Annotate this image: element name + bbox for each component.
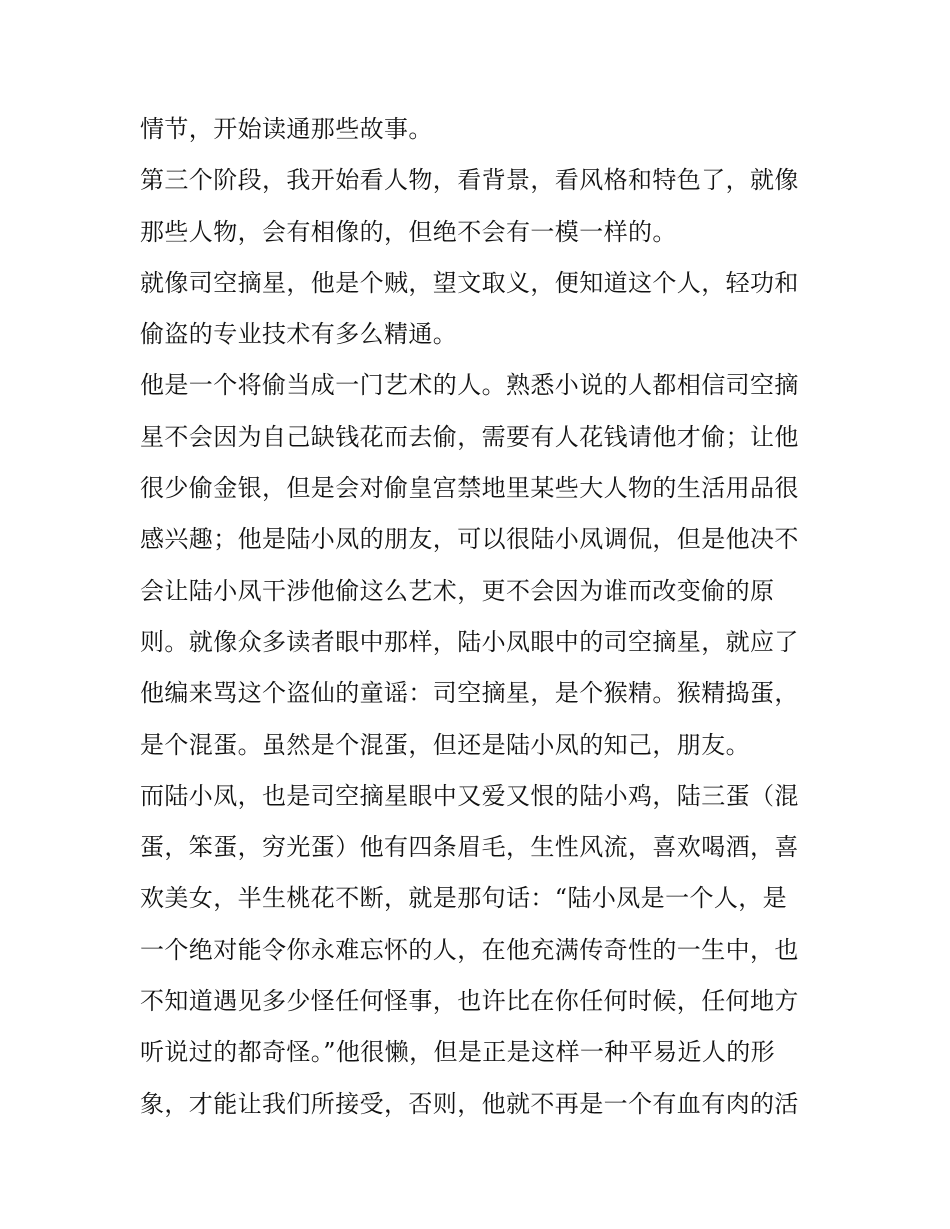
text-line: 会让陆小凤干涉他偷这么艺术，更不会因为谁而改变偷的原: [140, 576, 775, 605]
text-line: 是个混蛋。虽然是个混蛋，但还是陆小凤的知己，朋友。: [140, 730, 750, 759]
text-line: 他是一个将偷当成一门艺术的人。熟悉小说的人都相信司空摘: [140, 371, 799, 400]
text-line: 第三个阶段，我开始看人物，看背景，看风格和特色了，就像: [140, 166, 799, 195]
text-line: 不知道遇见多少怪任何怪事，也许比在你任何时候，任何地方: [140, 987, 799, 1016]
text-line: 则。就像众多读者眼中那样，陆小凤眼中的司空摘星，就应了: [140, 627, 799, 656]
text-line: 而陆小凤，也是司空摘星眼中又爱又恨的陆小鸡，陆三蛋（混: [140, 781, 799, 810]
text-line: 就像司空摘星，他是个贼，望文取义，便知道这个人，轻功和: [140, 268, 799, 297]
text-line: 很少偷金银，但是会对偷皇宫禁地里某些大人物的生活用品很: [140, 474, 799, 503]
text-line: 那些人物，会有相像的，但绝不会有一模一样的。: [140, 217, 677, 246]
text-line: 听说过的都奇怪。”他很懒，但是正是这样一种平易近人的形: [140, 1038, 776, 1067]
text-line: 他编来骂这个盗仙的童谣：司空摘星，是个猴精。猴精捣蛋，: [140, 679, 799, 708]
text-line: 欢美女，半生桃花不断，就是那句话：“陆小凤是一个人，是: [140, 884, 788, 913]
text-line: 偷盗的专业技术有多么精通。: [140, 320, 458, 349]
text-line: 情节，开始读通那些故事。: [140, 115, 433, 143]
text-line: 象，才能让我们所接受，否则，他就不再是一个有血有肉的活: [140, 1089, 799, 1118]
body-text: [140, 104, 820, 1130]
text-line: 一个绝对能令你永难忘怀的人，在他充满传奇性的一生中，也: [140, 935, 799, 964]
text-line: 蛋，笨蛋，穷光蛋）他有四条眉毛，生性风流，喜欢喝酒，喜: [140, 833, 799, 862]
text-line: 星不会因为自己缺钱花而去偷，需要有人花钱请他才偷；让他: [140, 422, 799, 451]
text-line: 感兴趣；他是陆小凤的朋友，可以很陆小凤调侃，但是他决不: [140, 525, 799, 554]
